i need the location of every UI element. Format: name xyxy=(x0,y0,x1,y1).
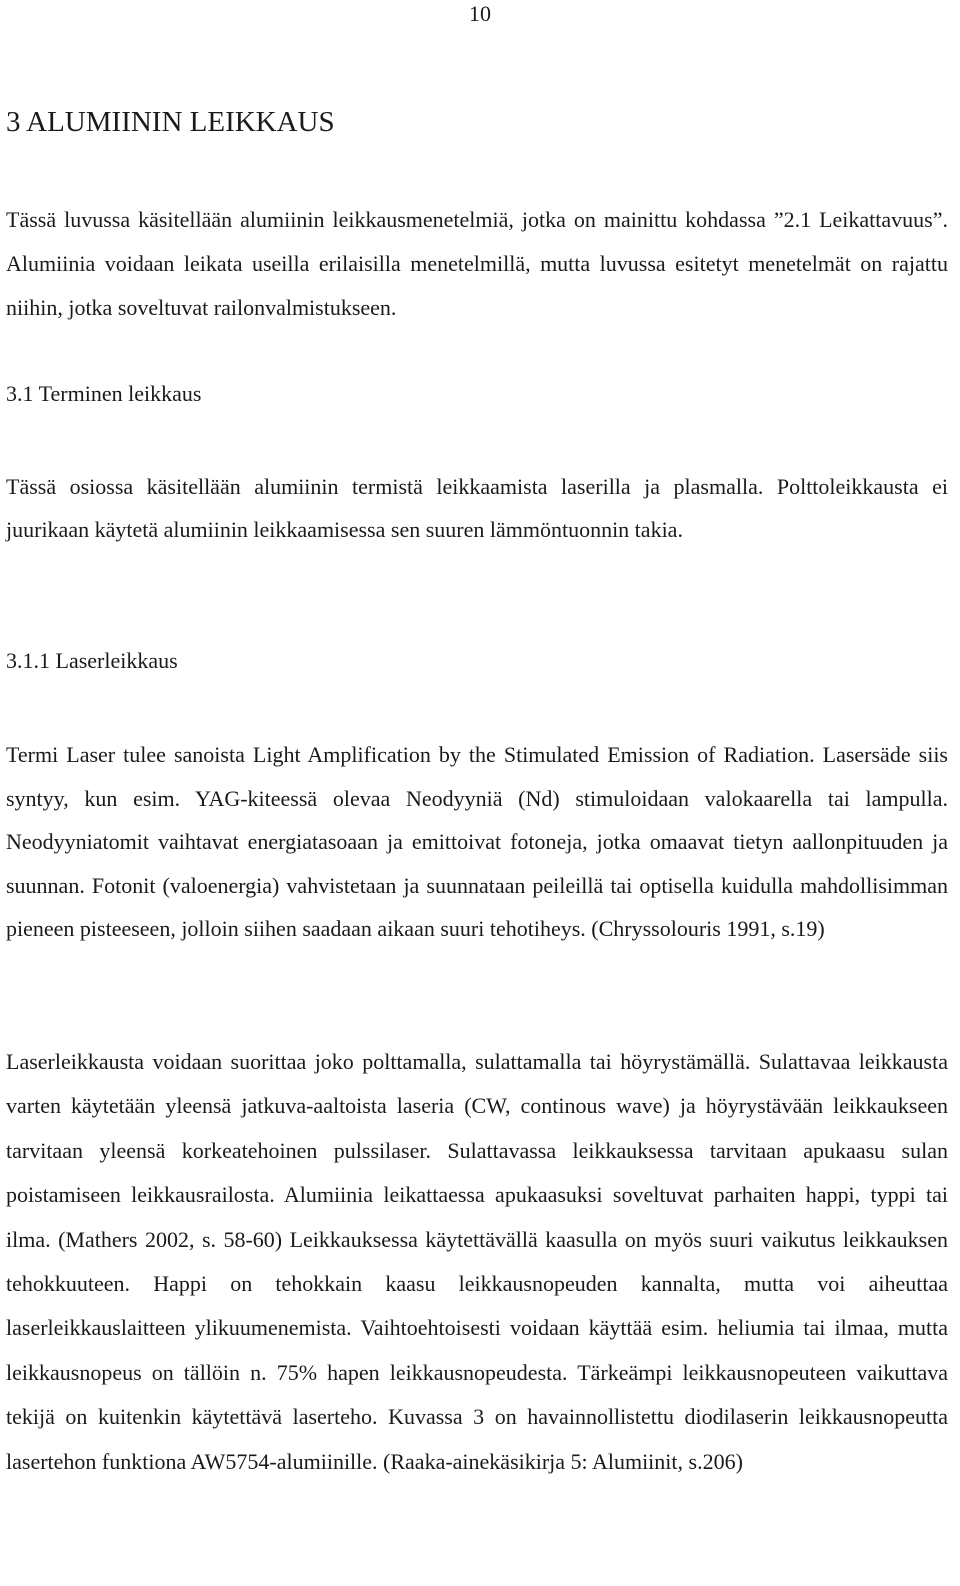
section-title: 3.1 Terminen leikkaus xyxy=(6,381,202,406)
chapter-title: 3 ALUMIININ LEIKKAUS xyxy=(6,106,335,138)
laser-paragraph-1: Termi Laser tulee sanoista Light Amplification by the Stimulated Emission of Radiation. Lasersäde siis syntyy, kun esim. YAG-kiteessä olevaa Neodyyniä (Nd) stimuloidaan valokaarella tai lampulla. Neodyyniatomit vaihtavat energiatasoaan ja emittoivat fotoneja, jotka omaavat tietyn aallonpituuden ja suunnan. Fotonit (valoenergia) vahvistetaan ja suunnataan peileillä tai optisella kuidulla mahdollisimman pieneen pisteeseen, jolloin siihen saadaan aikaan suuri tehotiheys. (Chryssolouris 1991, s.19) xyxy=(6,742,948,941)
section-paragraph: Tässä osiossa käsitellään alumiinin termistä leikkaamista laserilla ja plasmalla. Polttoleikkausta ei juurikaan käytetä alumiinin leikkaamisessa sen suuren lämmöntuonnin takia. xyxy=(6,474,948,542)
subsection-title: 3.1.1 Laserleikkaus xyxy=(6,648,178,673)
page-number: 10 xyxy=(469,1,491,26)
laser-paragraph-2: Laserleikkausta voidaan suorittaa joko polttamalla, sulattamalla tai höyrystämällä. Sulattavaa leikkausta varten käytetään yleensä jatkuva-aaltoista laseria (CW, continous wave) ja höyrystävään leikkaukseen tarvitaan yleensä korkeatehoinen pulssilaser. Sulattavassa leikkauksessa tarvitaan apukaasu sulan poistamiseen leikkausrailosta. Alumiinia leikattaessa apukaasuksi soveltuvat parhaiten happi, typpi tai ilma. (Mathers 2002, s. 58-60) Leikkauksessa käytettävällä kaasulla on myös suuri vaikutus leikkauksen tehokkuuteen. Happi on tehokkain kaasu leikkausnopeuden kannalta, mutta voi aiheuttaa laserleikkauslaitteen ylikuumenemista. Vaihtoehtoisesti voidaan käyttää esim. heliumia tai ilmaa, mutta leikkausnopeus on tällöin n. 75% hapen leikkausnopeudesta. Tärkeämpi leikkausnopeuteen vaikuttava tekijä on kuitenkin käytettävä laserteho. Kuvassa 3 on havainnollistettu diodilaserin leikkausnopeutta lasertehon funktiona AW5754-alumiinille. (Raaka-ainekäsikirja 5: Alumiinit, s.206) xyxy=(6,1049,948,1474)
intro-paragraph: Tässä luvussa käsitellään alumiinin leikkausmenetelmiä, jotka on mainittu kohdassa ”2.1 Leikattavuus”. Alumiinia voidaan leikata useilla erilaisilla menetelmillä, mutta luvussa esitetyt menetelmät on rajattu niihin, jotka soveltuvat railonvalmistukseen. xyxy=(6,207,948,320)
